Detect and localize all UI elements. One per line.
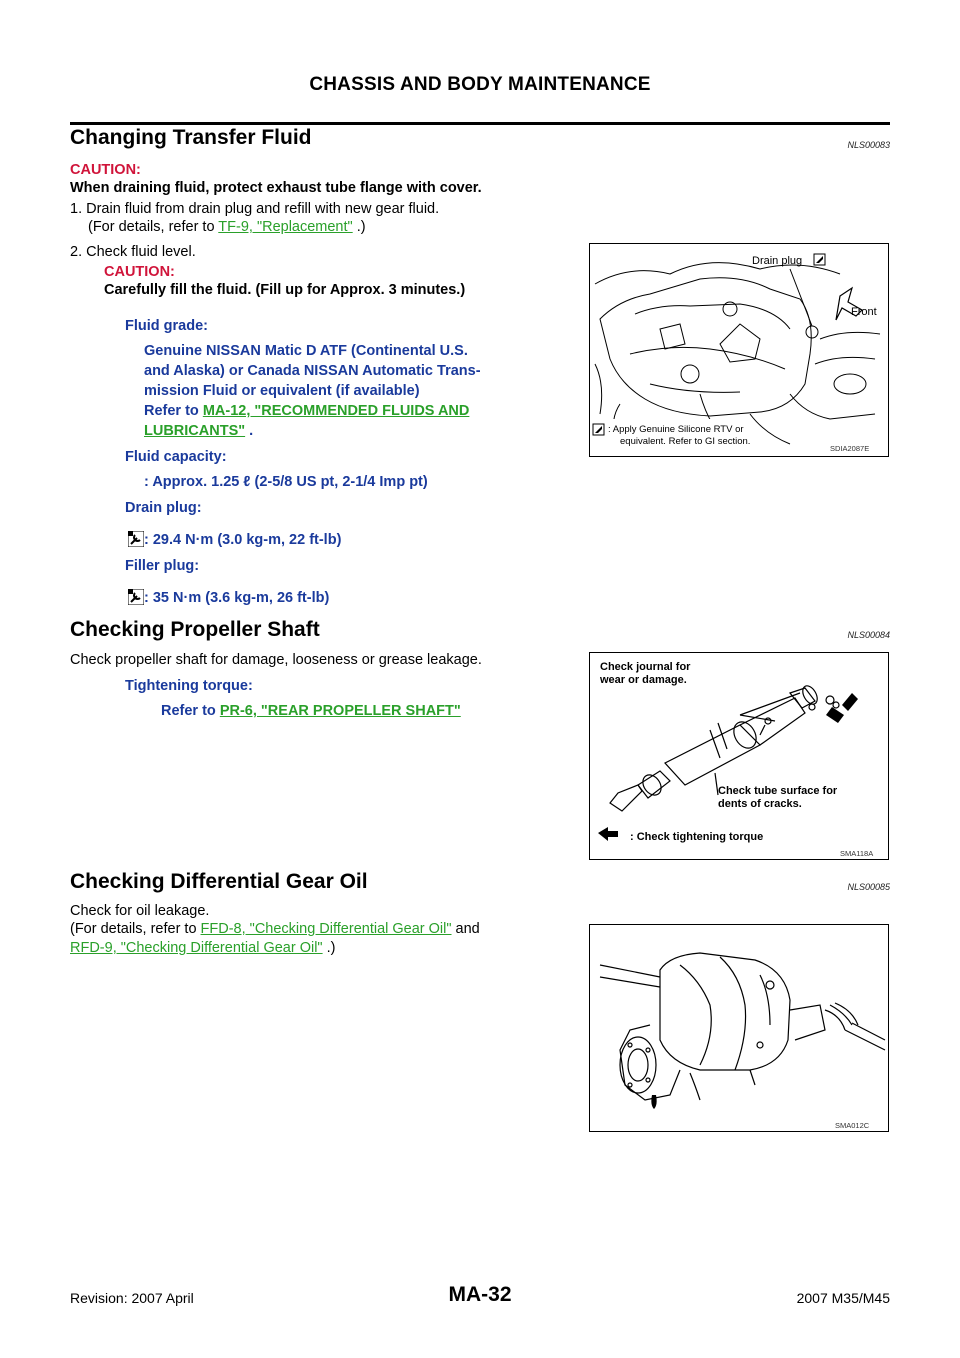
section-title-differential-gear-oil: Checking Differential Gear Oil xyxy=(70,870,368,893)
caution-2-text: Carefully fill the fluid. (Fill up for Approx. 3 minutes.) xyxy=(104,282,466,298)
diff-reference-line-1 xyxy=(70,920,580,939)
drain-plug-torque xyxy=(128,530,341,550)
page-number: MA-32 xyxy=(448,1283,512,1306)
torque-arrow-icon xyxy=(842,693,858,711)
journal-callout-line-1: Check journal for xyxy=(600,661,691,673)
link-ma12-lubricants[interactable]: LUBRICANTS" xyxy=(144,423,246,439)
caution-text: When draining fluid, protect exhaust tube flange with cover. xyxy=(70,180,482,196)
section-code: NLS00085 xyxy=(847,882,890,892)
caution-2-label: CAUTION: xyxy=(104,264,175,280)
figure-code: SDIA2087E xyxy=(830,444,870,453)
drain-plug-label: Drain plug: xyxy=(125,500,202,516)
diff-reference-line-2 xyxy=(70,939,335,958)
figure-differential xyxy=(589,924,889,1132)
section-code: NLS00084 xyxy=(847,630,890,640)
step-1-text: 1. Drain fluid from drain plug and refill with new gear fluid. xyxy=(70,201,440,217)
torque-legend: : Check tightening torque xyxy=(630,831,764,843)
journal-callout-line-2: wear or damage. xyxy=(600,674,687,686)
oil-drop-icon xyxy=(651,1095,656,1109)
figure-transfer-drain-plug xyxy=(589,243,889,457)
filler-plug-label: Filler plug: xyxy=(125,558,200,574)
front-callout: Front xyxy=(851,306,877,318)
torque-wrench-icon xyxy=(128,531,144,547)
section-code: NLS00083 xyxy=(847,140,890,150)
torque-wrench-icon xyxy=(128,589,144,605)
diff-ref-post: .) xyxy=(322,940,336,956)
step-1-reference xyxy=(88,218,366,237)
fluid-grade-line-2: and Alaska) or Canada NISSAN Automatic Trans- xyxy=(144,363,481,379)
link-ffd8-checking-diff-gear-oil[interactable]: FFD-8, "Checking Differential Gear Oil" xyxy=(200,921,452,937)
step-1-ref-pre: (For details, refer to xyxy=(88,219,219,235)
tube-callout xyxy=(718,785,837,811)
diff-ref-pre: (For details, refer to xyxy=(70,921,201,937)
tube-callout-line-2: dents of cracks. xyxy=(718,798,802,810)
refer-post: . xyxy=(245,423,254,439)
figure-propeller-shaft xyxy=(589,652,889,860)
sealant-note-line-2: equivalent. Refer to GI section. xyxy=(620,436,751,447)
link-pr6-rear-propeller-shaft[interactable]: PR-6, "REAR PROPELLER SHAFT" xyxy=(219,703,461,719)
revision-date: Revision: 2007 April xyxy=(70,1290,194,1306)
step-1-ref-post: .) xyxy=(352,219,366,235)
torque-legend-arrow-icon xyxy=(598,827,618,841)
filler-plug-value: : 35 N·m (3.6 kg-m, 26 ft-lb) xyxy=(144,590,330,606)
fluid-capacity-value: : Approx. 1.25 ℓ (2-5/8 US pt, 2-1/4 Imp pt) xyxy=(144,474,428,490)
differential-illustration xyxy=(590,925,888,1131)
refer-pre: Refer to xyxy=(144,403,203,419)
filler-plug-torque xyxy=(128,588,329,608)
fluid-grade-line-3: mission Fluid or equivalent (if available) xyxy=(144,383,420,399)
diff-ref-mid: and xyxy=(451,921,480,937)
drain-plug-callout: Drain plug xyxy=(752,255,803,267)
section-title-propeller-shaft: Checking Propeller Shaft xyxy=(70,618,320,641)
propeller-check-text: Check propeller shaft for damage, looseness or grease leakage. xyxy=(70,652,482,668)
journal-callout xyxy=(600,661,690,687)
header-rule xyxy=(70,122,890,125)
step-2-text: 2. Check fluid level. xyxy=(70,244,196,260)
model-name: 2007 M35/M45 xyxy=(796,1290,890,1306)
tightening-torque-label: Tightening torque: xyxy=(125,678,253,694)
fluid-grade-line-1: Genuine NISSAN Matic D ATF (Continental U.S. xyxy=(144,343,468,359)
fluid-refer-line-2 xyxy=(144,421,253,441)
refer-pre: Refer to xyxy=(161,703,220,719)
figure-code: SMA012C xyxy=(835,1121,870,1130)
caution-label: CAUTION: xyxy=(70,162,141,178)
drain-plug-value: : 29.4 N·m (3.0 kg-m, 22 ft-lb) xyxy=(144,532,342,548)
fluid-grade-label: Fluid grade: xyxy=(125,318,208,334)
fluid-capacity-label: Fluid capacity: xyxy=(125,449,227,465)
tube-callout-line-1: Check tube surface for xyxy=(718,785,838,797)
figure-code: SMA118A xyxy=(840,849,874,858)
link-rfd9-checking-diff-gear-oil[interactable]: RFD-9, "Checking Differential Gear Oil" xyxy=(70,940,323,956)
section-title-transfer-fluid: Changing Transfer Fluid xyxy=(70,126,312,149)
fluid-refer-line-1 xyxy=(144,401,469,421)
link-tf9-replacement[interactable]: TF-9, "Replacement" xyxy=(218,219,353,235)
page-header-title: CHASSIS AND BODY MAINTENANCE xyxy=(309,74,651,95)
link-ma12-recommended-fluids[interactable]: MA-12, "RECOMMENDED FLUIDS AND xyxy=(202,403,470,419)
sealant-note-line-1: : Apply Genuine Silicone RTV or xyxy=(608,424,744,435)
diff-check-text: Check for oil leakage. xyxy=(70,903,210,919)
propeller-refer xyxy=(161,701,461,721)
